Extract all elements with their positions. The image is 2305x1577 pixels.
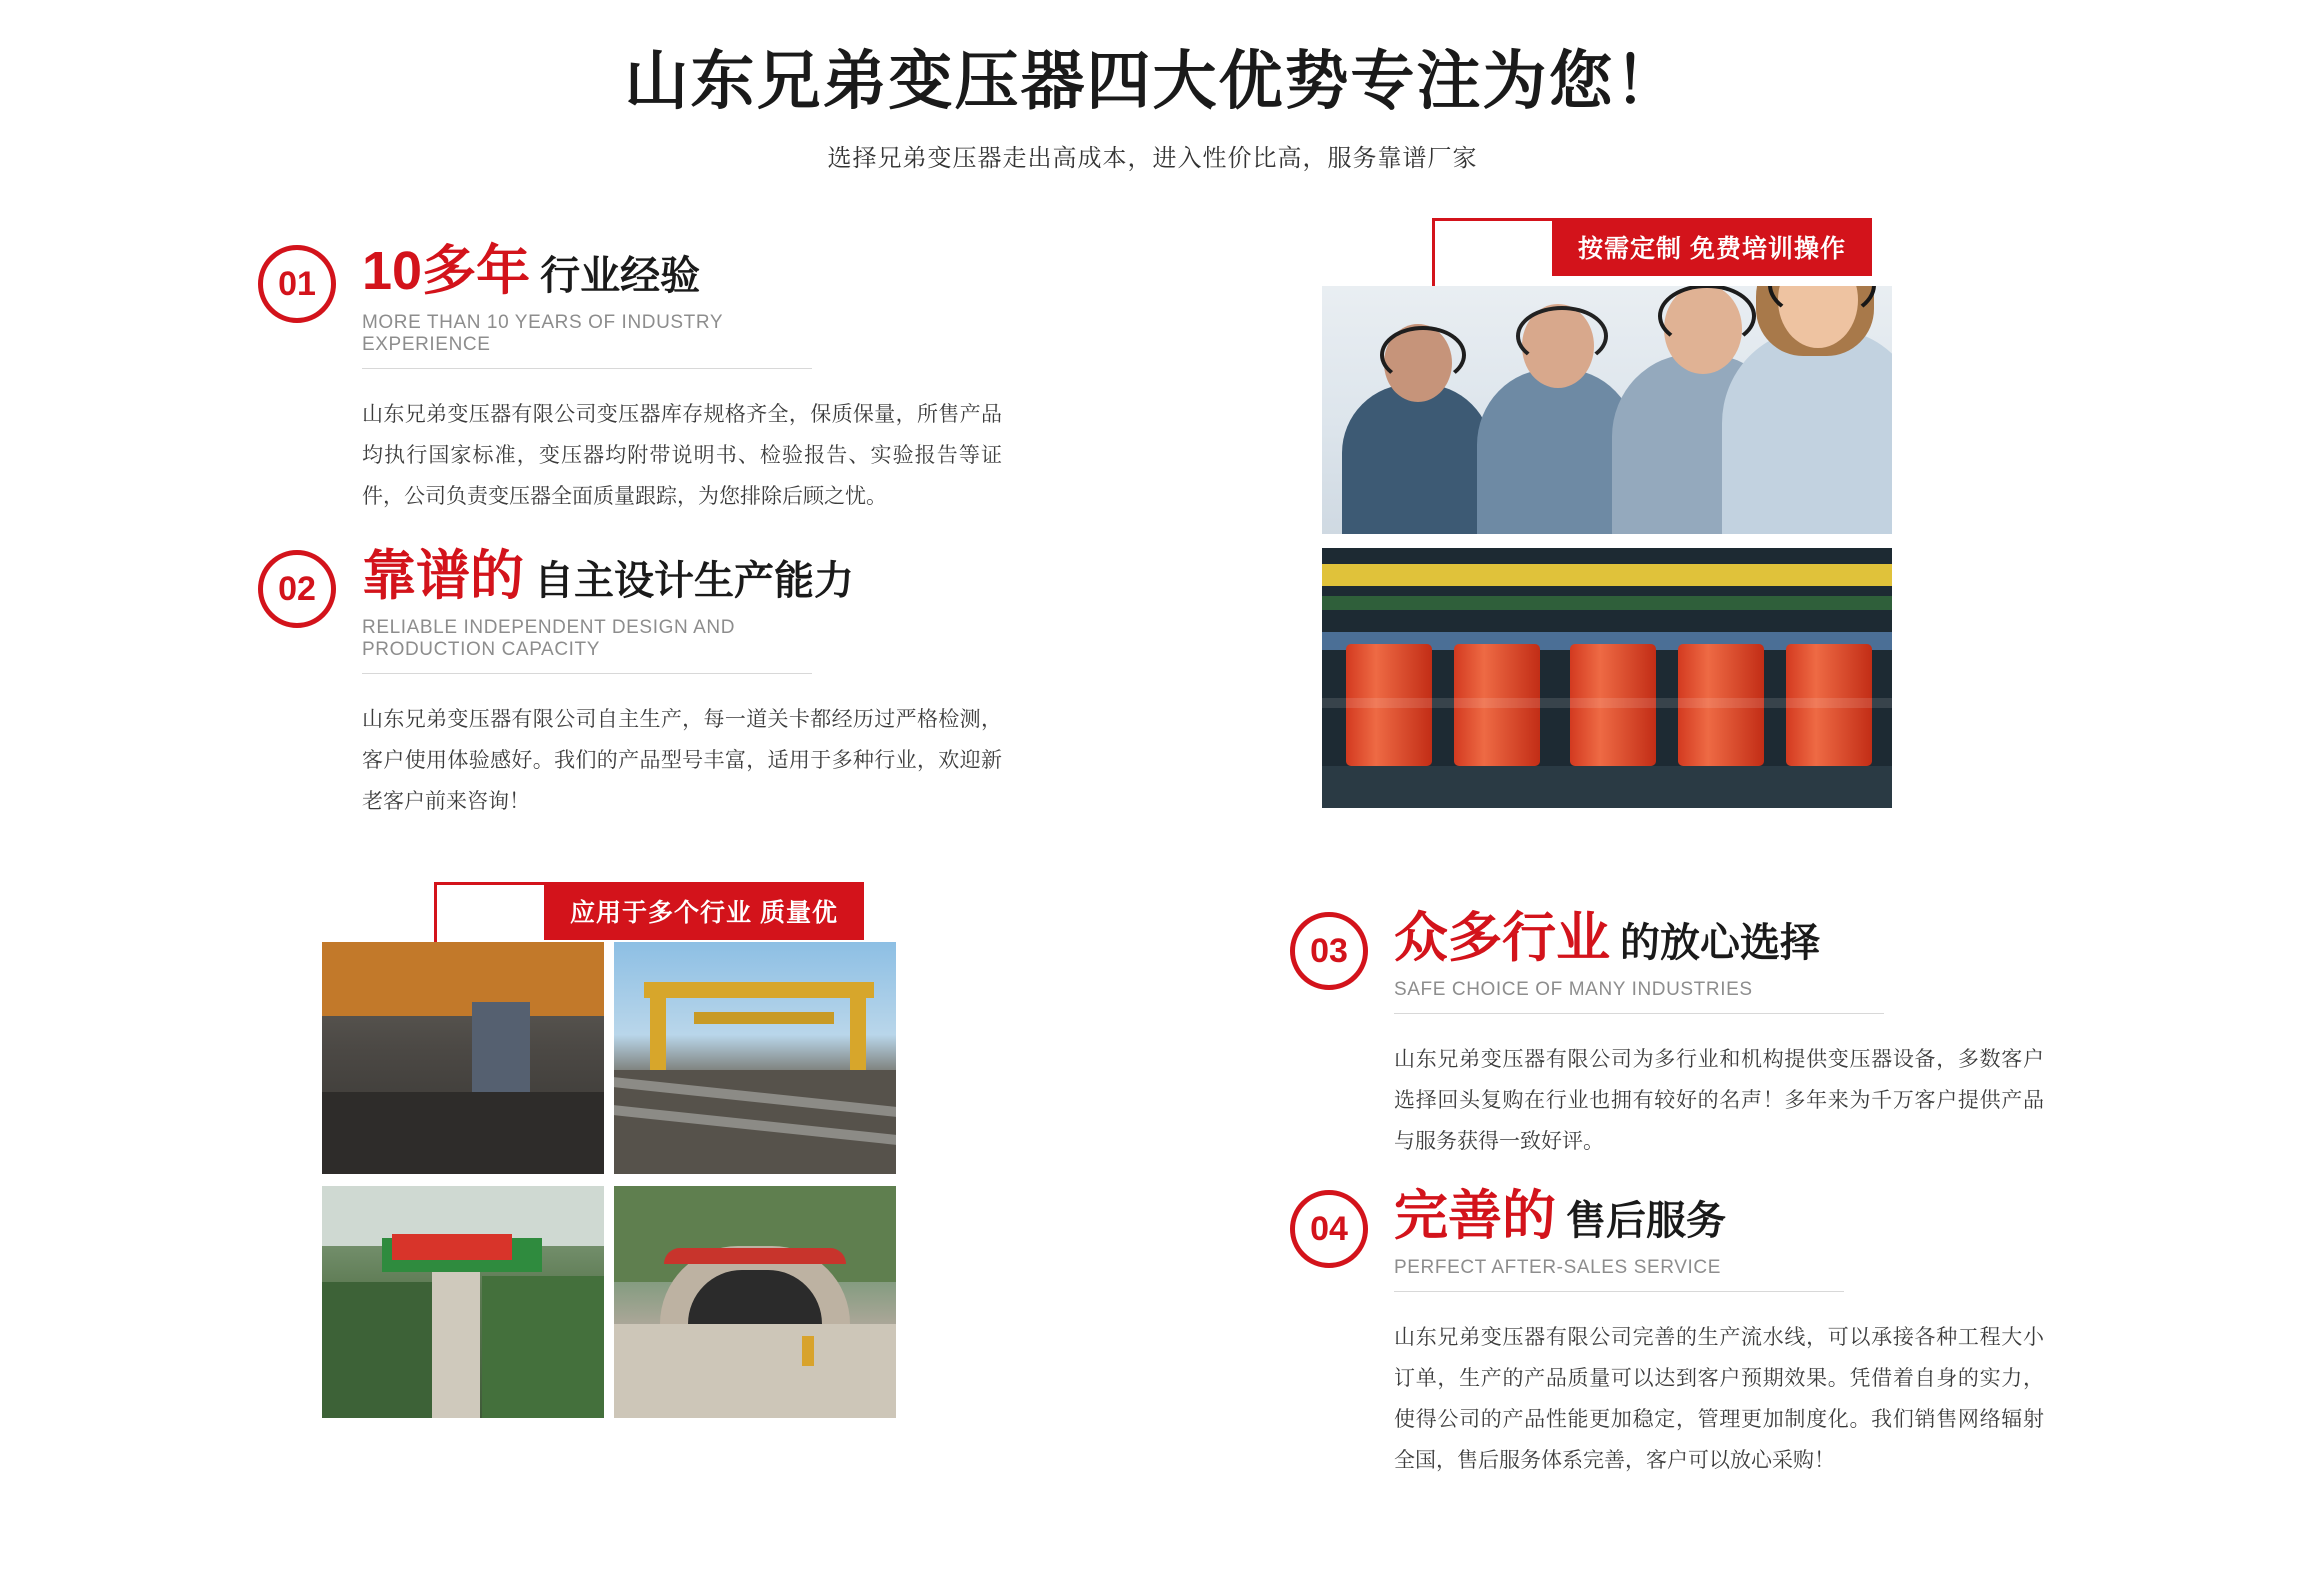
call-center-photo	[1322, 286, 1892, 534]
feature-02-number: 02	[258, 550, 336, 628]
feature-03-number: 03	[1290, 912, 1368, 990]
feature-block-02	[258, 546, 1002, 823]
asphalt-paving-photo	[322, 942, 604, 1174]
gantry-crane-photo	[614, 942, 896, 1174]
feature-03-body: 山东兄弟变压器有限公司为多行业和机构提供变压器设备，多数客户选择回头复购在行业也拥有较好的名声！多年来为千万客户提供产品与服务获得一致好评。	[1394, 1047, 2044, 1153]
tag-top-right: 按需定制 免费培训操作	[1552, 218, 1872, 276]
tag-connector-top	[1432, 218, 1555, 289]
feature-01-number: 01	[258, 245, 336, 323]
feature-02-heading	[258, 548, 918, 674]
poster-header	[0, 0, 2305, 173]
feature-01-heading	[258, 243, 918, 369]
feature-04-title-black: 售后服务	[1566, 1199, 1726, 1243]
feature-01-title-en: MORE THAN 10 YEARS OF INDUSTRY EXPERIENCE	[362, 312, 812, 369]
feature-04-title-red: 完善的	[1394, 1186, 1556, 1246]
feature-03-title-red: 众多行业	[1394, 908, 1610, 968]
transformer-photo	[1322, 548, 1892, 808]
feature-02-title-red: 靠谱的	[362, 546, 524, 606]
tunnel-entrance-photo	[614, 1186, 896, 1418]
feature-02-title-en: RELIABLE INDEPENDENT DESIGN AND PRODUCTION CAPACITY	[362, 617, 812, 674]
feature-03-heading	[1290, 910, 1950, 1014]
feature-01-body: 山东兄弟变压器有限公司变压器库存规格齐全，保质保量，所售产品均执行国家标准，变压器均附带说明书、检验报告、实验报告等证件，公司负责变压器全面质量跟踪，为您排除后顾之忧。	[362, 402, 1002, 508]
feature-04-body: 山东兄弟变压器有限公司完善的生产流水线，可以承接各种工程大小订单，生产的产品质量可以达到客户预期效果。凭借着自身的实力，使得公司的产品性能更加稳定，管理更加制度化。我们销售网络辐射全国，售后服务体系完善，客户可以放心采购！	[1394, 1325, 2044, 1472]
feature-01-title-black: 行业经验	[540, 254, 701, 298]
tag-connector-bottom	[434, 882, 547, 945]
feature-04-number: 04	[1290, 1190, 1368, 1268]
feature-02-title-black: 自主设计生产能力	[534, 559, 854, 603]
mountain-bridge-photo	[322, 1186, 604, 1418]
feature-04-title-en: PERFECT AFTER-SALES SERVICE	[1394, 1257, 1844, 1292]
feature-03-title-black: 的放心选择	[1620, 921, 1820, 965]
feature-block-03	[1290, 908, 2044, 1163]
feature-block-04	[1290, 1186, 2044, 1481]
feature-02-body: 山东兄弟变压器有限公司自主生产，每一道关卡都经历过严格检测，客户使用体验感好。我们的产品型号丰富，适用于多种行业，欢迎新老客户前来咨询！	[362, 707, 1002, 813]
feature-03-title-en: SAFE CHOICE OF MANY INDUSTRIES	[1394, 979, 1884, 1014]
page-title: 山东兄弟变压器四大优势专注为您！	[624, 45, 1681, 117]
tag-bottom-left: 应用于多个行业 质量优	[544, 882, 864, 940]
page-subtitle: 选择兄弟变压器走出高成本，进入性价比高，服务靠谱厂家	[827, 145, 1478, 173]
feature-01-title-red: 10多年	[362, 241, 531, 301]
feature-block-01	[258, 241, 1002, 518]
feature-04-heading	[1290, 1188, 1950, 1292]
